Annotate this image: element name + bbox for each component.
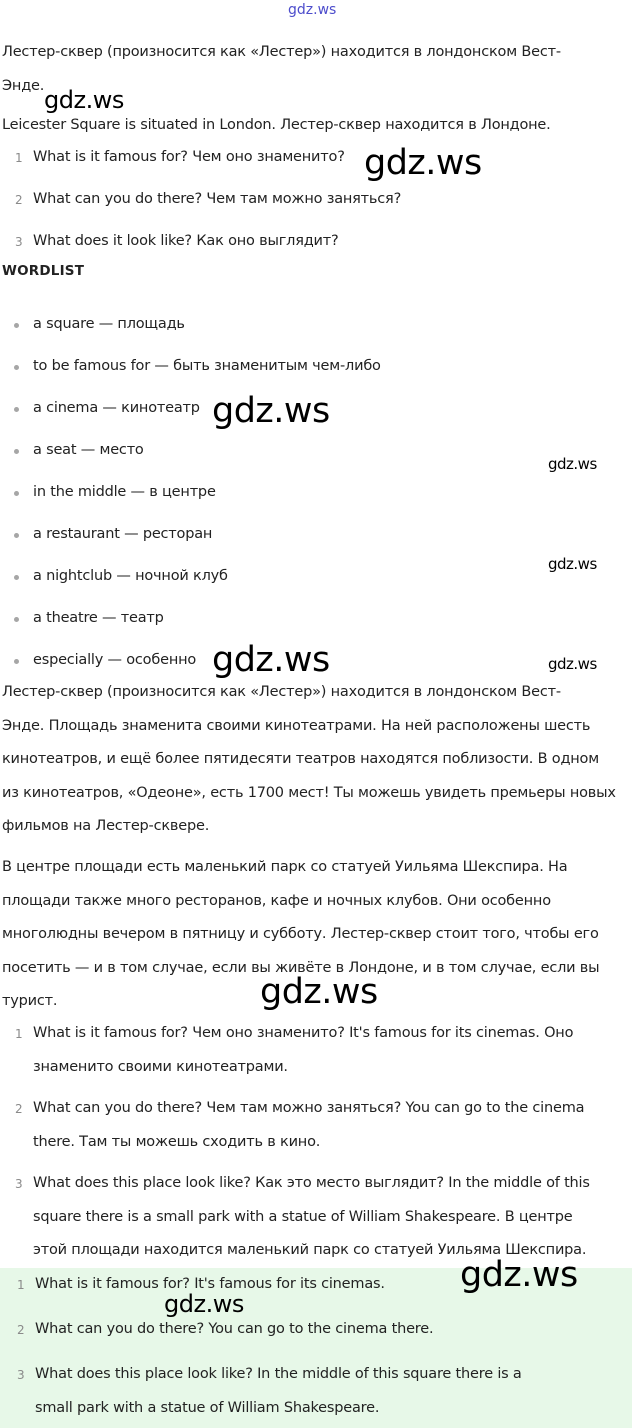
- final-answer-item: [35, 1313, 625, 1347]
- text-line: кинотеатров, и ещё более пятидесяти театров находятся поблизости. В одном: [2, 751, 599, 767]
- text-line: Энде. Площадь знаменита своими кинотеатрами. На ней расположены шесть: [2, 717, 591, 734]
- wordlist-item: a seat — место: [33, 442, 144, 458]
- bullet-icon: [14, 407, 19, 412]
- bullet-icon: [14, 491, 19, 496]
- question-item: What is it famous for? Чем оно знаменито?: [33, 149, 345, 165]
- final-answer-number: 1: [17, 1278, 25, 1292]
- final-answer-number: 2: [17, 1323, 25, 1337]
- wordlist-item: a cinema — кинотеатр: [33, 400, 200, 416]
- question-item: What can you do there? Чем там можно заняться?: [33, 191, 402, 207]
- wordlist-item: in the middle — в центре: [33, 484, 216, 500]
- text-line: из кинотеатров, «Одеоне», есть 1700 мест! Ты можешь увидеть премьеры новых: [2, 784, 616, 801]
- bullet-icon: [14, 575, 19, 580]
- watermark: gdz.ws: [44, 86, 124, 114]
- question-item: What does it look like? Как оно выглядит?: [33, 233, 339, 249]
- wordlist-item: a square — площадь: [33, 316, 185, 332]
- wordlist-item: to be famous for — быть знаменитым чем-либо: [33, 358, 381, 374]
- question-number: 1: [15, 151, 23, 165]
- text-line: фильмов на Лестер-сквере.: [2, 818, 210, 834]
- bullet-icon: [14, 365, 19, 370]
- answer-line: there. Там ты можешь сходить в кино.: [33, 1133, 321, 1150]
- bullet-icon: [14, 323, 19, 328]
- answer-number: 3: [15, 1177, 23, 1191]
- answer-item: [33, 1167, 628, 1268]
- answer-item: [33, 1017, 628, 1084]
- final-answer-line: What can you do there? You can go to the cinema there.: [35, 1321, 434, 1337]
- watermark: gdz.ws: [548, 655, 597, 673]
- watermark: gdz.ws: [212, 640, 330, 680]
- answer-line: What can you do there? Чем там можно заняться? You can go to the cinema: [33, 1100, 585, 1116]
- text-line: турист.: [2, 993, 58, 1009]
- bullet-icon: [14, 617, 19, 622]
- final-answer-line: small park with a statue of William Shakespeare.: [35, 1399, 380, 1416]
- bullet-icon: [14, 533, 19, 538]
- answer-item: [33, 1092, 628, 1159]
- site-link[interactable]: gdz.ws: [288, 2, 337, 18]
- watermark: gdz.ws: [164, 1290, 244, 1318]
- text-line: В центре площади есть маленький парк со статуей Уильяма Шекспира. На: [2, 859, 568, 875]
- watermark: gdz.ws: [364, 143, 482, 183]
- wordlist-heading: WORDLIST: [2, 263, 85, 279]
- text-line: многолюдны вечером в пятницу и субботу. Лестер-сквер стоит того, чтобы его: [2, 926, 599, 942]
- intro-translation: Leicester Square is situated in London. Лестер-сквер находится в Лондоне.: [2, 117, 551, 133]
- wordlist-item: a theatre — театр: [33, 610, 164, 626]
- watermark: gdz.ws: [212, 391, 330, 431]
- wordlist-item: especially — особенно: [33, 652, 197, 668]
- answer-line: знаменито своими кинотеатрами.: [33, 1058, 288, 1075]
- watermark: gdz.ws: [548, 455, 597, 473]
- answer-line: square there is a small park with a statue of William Shakespeare. В центре: [33, 1208, 573, 1225]
- text-line: Лестер-сквер (произносится как «Лестер») находится в лондонском Вест-: [2, 684, 561, 700]
- watermark: gdz.ws: [460, 1255, 578, 1295]
- intro-line: Лестер-сквер (произносится как «Лестер») находится в лондонском Вест-: [2, 44, 561, 60]
- text-paragraph-1: [2, 676, 628, 844]
- answer-number: 1: [15, 1027, 23, 1041]
- text-line: посетить — и в том случае, если вы живёте в Лондоне, и в том случае, если вы: [2, 959, 600, 976]
- bullet-icon: [14, 449, 19, 454]
- bullet-icon: [14, 659, 19, 664]
- answer-number: 2: [15, 1102, 23, 1116]
- final-answer-number: 3: [17, 1368, 25, 1382]
- watermark: gdz.ws: [260, 972, 378, 1012]
- answer-line: What does this place look like? Как это место выглядит? In the middle of this: [33, 1175, 590, 1191]
- wordlist-item: a restaurant — ресторан: [33, 526, 213, 542]
- final-answer-item: [35, 1358, 625, 1425]
- answer-line: What is it famous for? Чем оно знаменито? It's famous for its cinemas. Оно: [33, 1025, 574, 1041]
- question-number: 2: [15, 193, 23, 207]
- answer-line: этой площади находится маленький парк со статуей Уильяма Шекспира.: [33, 1242, 587, 1258]
- question-number: 3: [15, 235, 23, 249]
- wordlist-item: a nightclub — ночной клуб: [33, 568, 228, 584]
- final-answer-line: What does this place look like? In the middle of this square there is a: [35, 1366, 522, 1382]
- text-line: площади также много ресторанов, кафе и ночных клубов. Они особенно: [2, 892, 551, 909]
- intro-line: Энде.: [2, 77, 45, 94]
- watermark: gdz.ws: [548, 555, 597, 573]
- final-answer-line: What is it famous for? It's famous for its cinemas.: [35, 1276, 385, 1292]
